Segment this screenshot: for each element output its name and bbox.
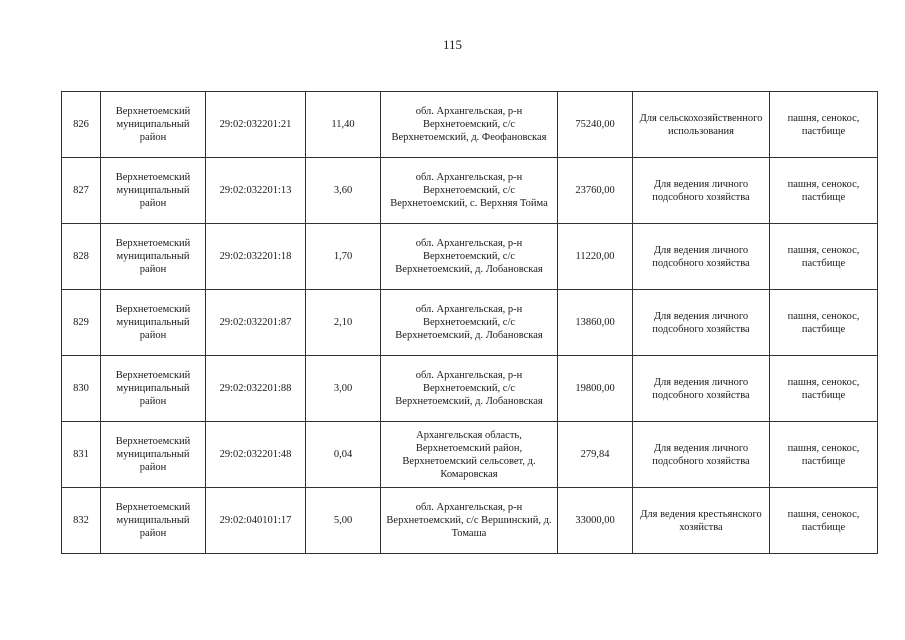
table-row bbox=[62, 422, 878, 488]
price-cell: 279,84 bbox=[558, 422, 633, 488]
area-cell: 1,70 bbox=[306, 224, 381, 290]
address-cell: обл. Архангельская, р-н Верхнетоемский, с/с Верхнетоемский, с. Верхняя Тойма bbox=[381, 158, 558, 224]
table-row bbox=[62, 356, 878, 422]
cadastral-number-cell: 29:02:032201:18 bbox=[206, 224, 306, 290]
land-use-cell: пашня, сенокос, пастбище bbox=[770, 92, 878, 158]
purpose-cell: Для ведения личного подсобного хозяйства bbox=[633, 422, 770, 488]
district-cell: Верхнетоемский муниципальный район bbox=[101, 92, 206, 158]
row-number-cell: 832 bbox=[62, 488, 101, 554]
land-use-cell: пашня, сенокос, пастбище bbox=[770, 422, 878, 488]
table-row bbox=[62, 92, 878, 158]
purpose-cell: Для ведения личного подсобного хозяйства bbox=[633, 290, 770, 356]
area-cell: 3,00 bbox=[306, 356, 381, 422]
address-cell: обл. Архангельская, р-н Верхнетоемский, с/с Верхнетоемский, д. Лобановская bbox=[381, 356, 558, 422]
cadastral-number-cell: 29:02:032201:87 bbox=[206, 290, 306, 356]
row-number-cell: 828 bbox=[62, 224, 101, 290]
cadastral-number-cell: 29:02:032201:21 bbox=[206, 92, 306, 158]
area-cell: 5,00 bbox=[306, 488, 381, 554]
purpose-cell: Для ведения крестьянского хозяйства bbox=[633, 488, 770, 554]
address-cell: обл. Архангельская, р-н Верхнетоемский, с/с Верхнетоемский, д. Лобановская bbox=[381, 290, 558, 356]
row-number-cell: 831 bbox=[62, 422, 101, 488]
purpose-cell: Для ведения личного подсобного хозяйства bbox=[633, 224, 770, 290]
page-number: 115 bbox=[442, 37, 463, 52]
row-number-cell: 827 bbox=[62, 158, 101, 224]
table-row bbox=[62, 224, 878, 290]
price-cell: 13860,00 bbox=[558, 290, 633, 356]
cadastral-number-cell: 29:02:032201:13 bbox=[206, 158, 306, 224]
purpose-cell: Для сельскохозяйственного использования bbox=[633, 92, 770, 158]
district-cell: Верхнетоемский муниципальный район bbox=[101, 356, 206, 422]
district-cell: Верхнетоемский муниципальный район bbox=[101, 290, 206, 356]
land-plots-table bbox=[61, 91, 878, 554]
row-number-cell: 829 bbox=[62, 290, 101, 356]
land-use-cell: пашня, сенокос, пастбище bbox=[770, 224, 878, 290]
district-cell: Верхнетоемский муниципальный район bbox=[101, 224, 206, 290]
cadastral-number-cell: 29:02:032201:48 bbox=[206, 422, 306, 488]
area-cell: 11,40 bbox=[306, 92, 381, 158]
table-row bbox=[62, 488, 878, 554]
address-cell: обл. Архангельская, р-н Верхнетоемский, с/с Вершинский, д. Томаша bbox=[381, 488, 558, 554]
cadastral-number-cell: 29:02:032201:88 bbox=[206, 356, 306, 422]
price-cell: 11220,00 bbox=[558, 224, 633, 290]
purpose-cell: Для ведения личного подсобного хозяйства bbox=[633, 158, 770, 224]
district-cell: Верхнетоемский муниципальный район bbox=[101, 488, 206, 554]
table-row bbox=[62, 158, 878, 224]
row-number-cell: 826 bbox=[62, 92, 101, 158]
land-use-cell: пашня, сенокос, пастбище bbox=[770, 488, 878, 554]
area-cell: 3,60 bbox=[306, 158, 381, 224]
price-cell: 19800,00 bbox=[558, 356, 633, 422]
land-use-cell: пашня, сенокос, пастбище bbox=[770, 158, 878, 224]
area-cell: 0,04 bbox=[306, 422, 381, 488]
land-use-cell: пашня, сенокос, пастбище bbox=[770, 290, 878, 356]
purpose-cell: Для ведения личного подсобного хозяйства bbox=[633, 356, 770, 422]
district-cell: Верхнетоемский муниципальный район bbox=[101, 422, 206, 488]
price-cell: 75240,00 bbox=[558, 92, 633, 158]
district-cell: Верхнетоемский муниципальный район bbox=[101, 158, 206, 224]
address-cell: обл. Архангельская, р-н Верхнетоемский, с/с Верхнетоемский, д. Лобановская bbox=[381, 224, 558, 290]
cadastral-number-cell: 29:02:040101:17 bbox=[206, 488, 306, 554]
area-cell: 2,10 bbox=[306, 290, 381, 356]
address-cell: Архангельская область, Верхнетоемский район, Верхнетоемский сельсовет, д. Комаровская bbox=[381, 422, 558, 488]
price-cell: 23760,00 bbox=[558, 158, 633, 224]
land-use-cell: пашня, сенокос, пастбище bbox=[770, 356, 878, 422]
address-cell: обл. Архангельская, р-н Верхнетоемский, с/с Верхнетоемский, д. Феофановская bbox=[381, 92, 558, 158]
price-cell: 33000,00 bbox=[558, 488, 633, 554]
row-number-cell: 830 bbox=[62, 356, 101, 422]
table-row bbox=[62, 290, 878, 356]
